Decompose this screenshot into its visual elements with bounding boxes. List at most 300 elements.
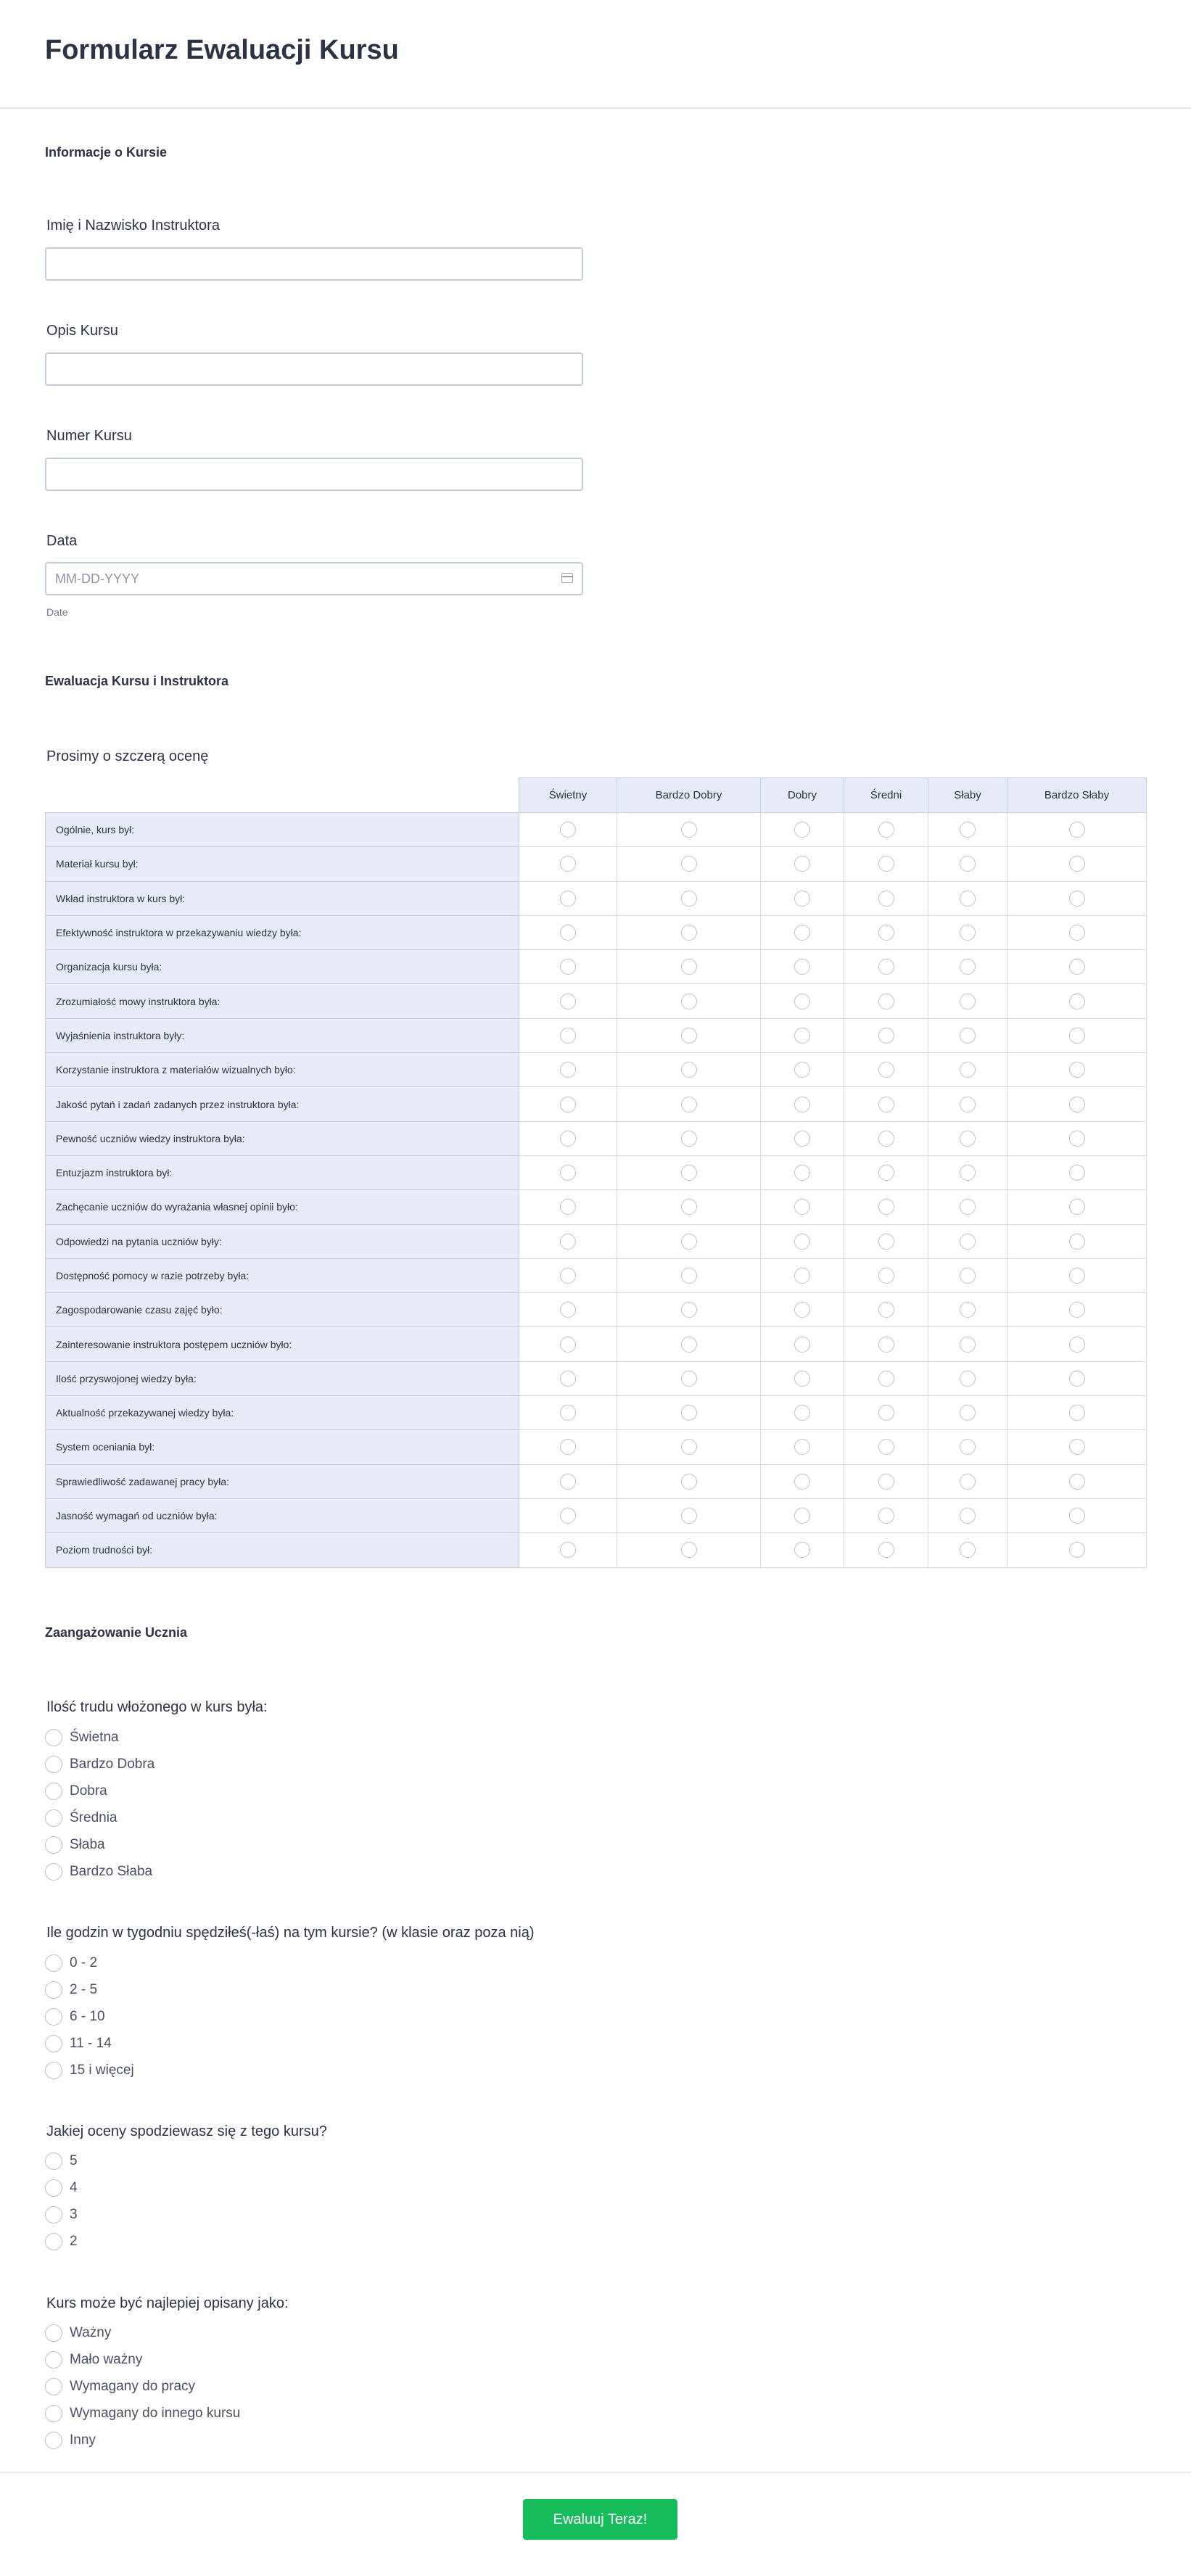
radio-button[interactable] bbox=[45, 1954, 62, 1972]
radio-option[interactable] bbox=[45, 2377, 195, 2396]
matrix-radio-button[interactable] bbox=[1069, 1131, 1085, 1147]
matrix-cell[interactable] bbox=[1007, 1053, 1147, 1087]
matrix-cell[interactable] bbox=[1007, 1327, 1147, 1361]
matrix-cell[interactable] bbox=[928, 1087, 1007, 1121]
matrix-radio-button[interactable] bbox=[794, 1165, 810, 1181]
matrix-cell[interactable] bbox=[1007, 1464, 1147, 1498]
radio-button[interactable] bbox=[45, 1783, 62, 1800]
matrix-radio-button[interactable] bbox=[560, 1131, 576, 1147]
radio-button[interactable] bbox=[45, 2035, 62, 2052]
matrix-radio-button[interactable] bbox=[794, 1508, 810, 1524]
radio-option[interactable] bbox=[45, 1862, 152, 1881]
matrix-cell[interactable] bbox=[761, 1361, 844, 1395]
matrix-radio-button[interactable] bbox=[1069, 1165, 1085, 1181]
matrix-radio-button[interactable] bbox=[1069, 1302, 1085, 1318]
matrix-cell[interactable] bbox=[519, 1258, 617, 1292]
calendar-icon[interactable] bbox=[561, 573, 573, 583]
matrix-cell[interactable] bbox=[519, 1430, 617, 1464]
matrix-cell[interactable] bbox=[761, 1190, 844, 1224]
radio-option[interactable] bbox=[45, 2007, 105, 2026]
matrix-radio-button[interactable] bbox=[960, 1405, 976, 1421]
matrix-cell[interactable] bbox=[1007, 1430, 1147, 1464]
matrix-cell[interactable] bbox=[617, 1396, 761, 1430]
matrix-cell[interactable] bbox=[1007, 1121, 1147, 1155]
matrix-cell[interactable] bbox=[617, 1155, 761, 1189]
matrix-cell[interactable] bbox=[761, 1258, 844, 1292]
matrix-radio-button[interactable] bbox=[1069, 1062, 1085, 1078]
radio-option[interactable] bbox=[45, 1809, 118, 1828]
matrix-cell[interactable] bbox=[617, 1293, 761, 1327]
matrix-radio-button[interactable] bbox=[794, 1337, 810, 1353]
matrix-radio-button[interactable] bbox=[794, 1302, 810, 1318]
matrix-cell[interactable] bbox=[928, 1327, 1007, 1361]
matrix-cell[interactable] bbox=[1007, 1155, 1147, 1189]
matrix-radio-button[interactable] bbox=[878, 891, 894, 907]
radio-option[interactable] bbox=[45, 1728, 119, 1747]
matrix-radio-button[interactable] bbox=[560, 1337, 576, 1353]
radio-option[interactable] bbox=[45, 1954, 97, 1973]
matrix-cell[interactable] bbox=[761, 950, 844, 984]
matrix-radio-button[interactable] bbox=[960, 1131, 976, 1147]
matrix-radio-button[interactable] bbox=[560, 822, 576, 838]
matrix-radio-button[interactable] bbox=[681, 1542, 697, 1558]
matrix-cell[interactable] bbox=[519, 1224, 617, 1258]
matrix-cell[interactable] bbox=[617, 1361, 761, 1395]
matrix-radio-button[interactable] bbox=[960, 822, 976, 838]
matrix-cell[interactable] bbox=[844, 881, 928, 915]
matrix-radio-button[interactable] bbox=[960, 1028, 976, 1044]
matrix-cell[interactable] bbox=[1007, 881, 1147, 915]
matrix-cell[interactable] bbox=[519, 915, 617, 949]
radio-option[interactable] bbox=[45, 2324, 111, 2342]
matrix-radio-button[interactable] bbox=[878, 1028, 894, 1044]
matrix-radio-button[interactable] bbox=[1069, 1405, 1085, 1421]
matrix-radio-button[interactable] bbox=[1069, 1508, 1085, 1524]
matrix-cell[interactable] bbox=[617, 950, 761, 984]
matrix-radio-button[interactable] bbox=[960, 1199, 976, 1215]
radio-option[interactable] bbox=[45, 2404, 240, 2423]
matrix-cell[interactable] bbox=[1007, 1293, 1147, 1327]
matrix-radio-button[interactable] bbox=[960, 1234, 976, 1250]
matrix-cell[interactable] bbox=[844, 1190, 928, 1224]
matrix-radio-button[interactable] bbox=[878, 1337, 894, 1353]
radio-option[interactable] bbox=[45, 1836, 105, 1854]
matrix-cell[interactable] bbox=[761, 1533, 844, 1567]
matrix-cell[interactable] bbox=[519, 1087, 617, 1121]
radio-option[interactable] bbox=[45, 2431, 96, 2450]
matrix-radio-button[interactable] bbox=[960, 856, 976, 872]
matrix-radio-button[interactable] bbox=[1069, 1268, 1085, 1284]
radio-button[interactable] bbox=[45, 1729, 62, 1746]
matrix-radio-button[interactable] bbox=[794, 1405, 810, 1421]
matrix-cell[interactable] bbox=[761, 1018, 844, 1052]
matrix-cell[interactable] bbox=[519, 847, 617, 881]
radio-button[interactable] bbox=[45, 1863, 62, 1881]
matrix-radio-button[interactable] bbox=[681, 1405, 697, 1421]
matrix-cell[interactable] bbox=[928, 1121, 1007, 1155]
matrix-cell[interactable] bbox=[617, 1190, 761, 1224]
matrix-cell[interactable] bbox=[519, 813, 617, 847]
matrix-cell[interactable] bbox=[1007, 813, 1147, 847]
matrix-cell[interactable] bbox=[1007, 1258, 1147, 1292]
radio-option[interactable] bbox=[45, 2152, 78, 2171]
matrix-radio-button[interactable] bbox=[878, 959, 894, 975]
matrix-radio-button[interactable] bbox=[878, 994, 894, 1010]
matrix-cell[interactable] bbox=[928, 1190, 1007, 1224]
matrix-cell[interactable] bbox=[928, 1430, 1007, 1464]
matrix-radio-button[interactable] bbox=[1069, 822, 1085, 838]
matrix-cell[interactable] bbox=[519, 1498, 617, 1532]
radio-button[interactable] bbox=[45, 2152, 62, 2170]
matrix-cell[interactable] bbox=[1007, 1087, 1147, 1121]
matrix-cell[interactable] bbox=[1007, 915, 1147, 949]
matrix-cell[interactable] bbox=[844, 1498, 928, 1532]
matrix-cell[interactable] bbox=[519, 1396, 617, 1430]
matrix-radio-button[interactable] bbox=[681, 1165, 697, 1181]
matrix-cell[interactable] bbox=[844, 1293, 928, 1327]
matrix-cell[interactable] bbox=[617, 1121, 761, 1155]
matrix-cell[interactable] bbox=[617, 1053, 761, 1087]
matrix-cell[interactable] bbox=[761, 1498, 844, 1532]
matrix-cell[interactable] bbox=[928, 1018, 1007, 1052]
matrix-cell[interactable] bbox=[519, 1190, 617, 1224]
radio-option[interactable] bbox=[45, 2034, 112, 2053]
matrix-radio-button[interactable] bbox=[878, 1405, 894, 1421]
matrix-radio-button[interactable] bbox=[1069, 1542, 1085, 1558]
matrix-cell[interactable] bbox=[761, 1464, 844, 1498]
radio-button[interactable] bbox=[45, 1756, 62, 1773]
matrix-radio-button[interactable] bbox=[794, 1131, 810, 1147]
matrix-cell[interactable] bbox=[928, 881, 1007, 915]
matrix-cell[interactable] bbox=[844, 1396, 928, 1430]
matrix-radio-button[interactable] bbox=[560, 1405, 576, 1421]
matrix-cell[interactable] bbox=[844, 915, 928, 949]
matrix-cell[interactable] bbox=[519, 950, 617, 984]
matrix-cell[interactable] bbox=[1007, 1224, 1147, 1258]
matrix-cell[interactable] bbox=[519, 1464, 617, 1498]
matrix-cell[interactable] bbox=[761, 1155, 844, 1189]
matrix-radio-button[interactable] bbox=[960, 925, 976, 941]
matrix-radio-button[interactable] bbox=[560, 1508, 576, 1524]
matrix-radio-button[interactable] bbox=[681, 1199, 697, 1215]
radio-option[interactable] bbox=[45, 1782, 107, 1801]
matrix-radio-button[interactable] bbox=[794, 856, 810, 872]
instructor-name-input[interactable] bbox=[45, 247, 583, 281]
matrix-cell[interactable] bbox=[761, 1121, 844, 1155]
matrix-radio-button[interactable] bbox=[681, 822, 697, 838]
matrix-radio-button[interactable] bbox=[560, 1302, 576, 1318]
radio-button[interactable] bbox=[45, 1836, 62, 1854]
matrix-cell[interactable] bbox=[617, 1533, 761, 1567]
radio-button[interactable] bbox=[45, 2008, 62, 2026]
matrix-radio-button[interactable] bbox=[681, 1302, 697, 1318]
matrix-radio-button[interactable] bbox=[794, 891, 810, 907]
matrix-radio-button[interactable] bbox=[960, 1542, 976, 1558]
matrix-cell[interactable] bbox=[761, 847, 844, 881]
matrix-cell[interactable] bbox=[1007, 847, 1147, 881]
matrix-cell[interactable] bbox=[617, 1430, 761, 1464]
matrix-radio-button[interactable] bbox=[560, 925, 576, 941]
matrix-radio-button[interactable] bbox=[560, 856, 576, 872]
matrix-radio-button[interactable] bbox=[960, 1337, 976, 1353]
matrix-radio-button[interactable] bbox=[960, 994, 976, 1010]
radio-option[interactable] bbox=[45, 2350, 142, 2369]
matrix-cell[interactable] bbox=[1007, 950, 1147, 984]
matrix-radio-button[interactable] bbox=[960, 1508, 976, 1524]
matrix-cell[interactable] bbox=[761, 813, 844, 847]
matrix-cell[interactable] bbox=[928, 1053, 1007, 1087]
matrix-radio-button[interactable] bbox=[794, 925, 810, 941]
matrix-radio-button[interactable] bbox=[1069, 1199, 1085, 1215]
matrix-radio-button[interactable] bbox=[960, 1062, 976, 1078]
matrix-cell[interactable] bbox=[519, 1018, 617, 1052]
matrix-radio-button[interactable] bbox=[560, 1371, 576, 1387]
radio-button[interactable] bbox=[45, 2179, 62, 2197]
matrix-cell[interactable] bbox=[519, 1327, 617, 1361]
matrix-radio-button[interactable] bbox=[681, 1097, 697, 1112]
matrix-radio-button[interactable] bbox=[878, 1062, 894, 1078]
matrix-cell[interactable] bbox=[844, 984, 928, 1018]
matrix-radio-button[interactable] bbox=[794, 1474, 810, 1490]
matrix-radio-button[interactable] bbox=[960, 1165, 976, 1181]
matrix-radio-button[interactable] bbox=[1069, 994, 1085, 1010]
matrix-radio-button[interactable] bbox=[878, 1439, 894, 1455]
matrix-cell[interactable] bbox=[844, 1053, 928, 1087]
matrix-radio-button[interactable] bbox=[681, 1474, 697, 1490]
matrix-radio-button[interactable] bbox=[560, 1028, 576, 1044]
matrix-cell[interactable] bbox=[761, 881, 844, 915]
radio-option[interactable] bbox=[45, 1981, 97, 1999]
matrix-radio-button[interactable] bbox=[878, 1302, 894, 1318]
matrix-cell[interactable] bbox=[844, 1155, 928, 1189]
matrix-cell[interactable] bbox=[617, 1018, 761, 1052]
matrix-radio-button[interactable] bbox=[878, 1371, 894, 1387]
matrix-radio-button[interactable] bbox=[681, 1371, 697, 1387]
matrix-cell[interactable] bbox=[519, 984, 617, 1018]
matrix-radio-button[interactable] bbox=[878, 1268, 894, 1284]
matrix-radio-button[interactable] bbox=[681, 959, 697, 975]
matrix-radio-button[interactable] bbox=[681, 1337, 697, 1353]
matrix-cell[interactable] bbox=[617, 1464, 761, 1498]
matrix-radio-button[interactable] bbox=[1069, 1097, 1085, 1112]
matrix-radio-button[interactable] bbox=[878, 1508, 894, 1524]
matrix-cell[interactable] bbox=[519, 1121, 617, 1155]
matrix-cell[interactable] bbox=[761, 1053, 844, 1087]
matrix-radio-button[interactable] bbox=[560, 1062, 576, 1078]
matrix-radio-button[interactable] bbox=[1069, 1028, 1085, 1044]
course-description-input[interactable] bbox=[45, 352, 583, 386]
matrix-radio-button[interactable] bbox=[681, 1508, 697, 1524]
matrix-cell[interactable] bbox=[844, 1224, 928, 1258]
matrix-radio-button[interactable] bbox=[878, 1234, 894, 1250]
matrix-cell[interactable] bbox=[928, 1155, 1007, 1189]
matrix-cell[interactable] bbox=[761, 1224, 844, 1258]
matrix-cell[interactable] bbox=[844, 1121, 928, 1155]
matrix-radio-button[interactable] bbox=[878, 1474, 894, 1490]
matrix-cell[interactable] bbox=[928, 1258, 1007, 1292]
matrix-cell[interactable] bbox=[844, 950, 928, 984]
matrix-radio-button[interactable] bbox=[960, 1302, 976, 1318]
matrix-cell[interactable] bbox=[844, 1464, 928, 1498]
radio-option[interactable] bbox=[45, 1755, 154, 1774]
matrix-radio-button[interactable] bbox=[681, 891, 697, 907]
matrix-cell[interactable] bbox=[519, 881, 617, 915]
matrix-cell[interactable] bbox=[1007, 1018, 1147, 1052]
matrix-radio-button[interactable] bbox=[794, 959, 810, 975]
radio-button[interactable] bbox=[45, 2405, 62, 2422]
matrix-radio-button[interactable] bbox=[794, 1439, 810, 1455]
matrix-radio-button[interactable] bbox=[560, 1165, 576, 1181]
matrix-radio-button[interactable] bbox=[560, 994, 576, 1010]
matrix-cell[interactable] bbox=[928, 1293, 1007, 1327]
matrix-cell[interactable] bbox=[761, 984, 844, 1018]
matrix-cell[interactable] bbox=[928, 1533, 1007, 1567]
radio-button[interactable] bbox=[45, 2378, 62, 2395]
matrix-radio-button[interactable] bbox=[681, 994, 697, 1010]
matrix-cell[interactable] bbox=[519, 1533, 617, 1567]
matrix-cell[interactable] bbox=[1007, 1361, 1147, 1395]
matrix-radio-button[interactable] bbox=[1069, 856, 1085, 872]
matrix-radio-button[interactable] bbox=[878, 1131, 894, 1147]
matrix-cell[interactable] bbox=[519, 1155, 617, 1189]
matrix-radio-button[interactable] bbox=[681, 1234, 697, 1250]
matrix-radio-button[interactable] bbox=[960, 1097, 976, 1112]
matrix-radio-button[interactable] bbox=[1069, 925, 1085, 941]
matrix-cell[interactable] bbox=[928, 950, 1007, 984]
matrix-cell[interactable] bbox=[844, 847, 928, 881]
matrix-cell[interactable] bbox=[761, 1087, 844, 1121]
matrix-cell[interactable] bbox=[844, 813, 928, 847]
matrix-radio-button[interactable] bbox=[1069, 891, 1085, 907]
matrix-radio-button[interactable] bbox=[681, 1268, 697, 1284]
matrix-cell[interactable] bbox=[617, 881, 761, 915]
matrix-cell[interactable] bbox=[617, 1258, 761, 1292]
matrix-radio-button[interactable] bbox=[960, 1474, 976, 1490]
radio-option[interactable] bbox=[45, 2205, 78, 2224]
matrix-cell[interactable] bbox=[844, 1327, 928, 1361]
matrix-cell[interactable] bbox=[761, 1327, 844, 1361]
matrix-cell[interactable] bbox=[617, 847, 761, 881]
matrix-radio-button[interactable] bbox=[878, 1542, 894, 1558]
date-input[interactable] bbox=[45, 562, 583, 595]
matrix-radio-button[interactable] bbox=[794, 1542, 810, 1558]
matrix-radio-button[interactable] bbox=[794, 1268, 810, 1284]
radio-button[interactable] bbox=[45, 1809, 62, 1827]
matrix-radio-button[interactable] bbox=[878, 1199, 894, 1215]
matrix-cell[interactable] bbox=[844, 1430, 928, 1464]
matrix-cell[interactable] bbox=[844, 1361, 928, 1395]
matrix-radio-button[interactable] bbox=[560, 1439, 576, 1455]
matrix-cell[interactable] bbox=[844, 1087, 928, 1121]
matrix-radio-button[interactable] bbox=[1069, 1337, 1085, 1353]
matrix-radio-button[interactable] bbox=[560, 1474, 576, 1490]
matrix-radio-button[interactable] bbox=[560, 1097, 576, 1112]
matrix-radio-button[interactable] bbox=[878, 822, 894, 838]
radio-option[interactable] bbox=[45, 2061, 134, 2080]
matrix-cell[interactable] bbox=[519, 1053, 617, 1087]
matrix-radio-button[interactable] bbox=[560, 1542, 576, 1558]
matrix-cell[interactable] bbox=[617, 984, 761, 1018]
matrix-cell[interactable] bbox=[928, 1464, 1007, 1498]
matrix-radio-button[interactable] bbox=[560, 1234, 576, 1250]
matrix-radio-button[interactable] bbox=[794, 1371, 810, 1387]
matrix-radio-button[interactable] bbox=[681, 1028, 697, 1044]
matrix-cell[interactable] bbox=[1007, 1533, 1147, 1567]
matrix-cell[interactable] bbox=[1007, 1396, 1147, 1430]
matrix-cell[interactable] bbox=[928, 984, 1007, 1018]
matrix-radio-button[interactable] bbox=[960, 1268, 976, 1284]
matrix-cell[interactable] bbox=[617, 1498, 761, 1532]
matrix-cell[interactable] bbox=[844, 1533, 928, 1567]
radio-button[interactable] bbox=[45, 2062, 62, 2079]
matrix-radio-button[interactable] bbox=[878, 856, 894, 872]
radio-button[interactable] bbox=[45, 2206, 62, 2224]
matrix-cell[interactable] bbox=[761, 915, 844, 949]
matrix-cell[interactable] bbox=[928, 813, 1007, 847]
matrix-cell[interactable] bbox=[617, 915, 761, 949]
matrix-radio-button[interactable] bbox=[878, 1165, 894, 1181]
matrix-radio-button[interactable] bbox=[1069, 1371, 1085, 1387]
matrix-cell[interactable] bbox=[928, 1361, 1007, 1395]
matrix-radio-button[interactable] bbox=[681, 1062, 697, 1078]
matrix-cell[interactable] bbox=[761, 1396, 844, 1430]
matrix-cell[interactable] bbox=[1007, 1498, 1147, 1532]
matrix-cell[interactable] bbox=[617, 1327, 761, 1361]
matrix-radio-button[interactable] bbox=[1069, 1439, 1085, 1455]
matrix-radio-button[interactable] bbox=[681, 1439, 697, 1455]
matrix-radio-button[interactable] bbox=[681, 925, 697, 941]
matrix-radio-button[interactable] bbox=[1069, 959, 1085, 975]
matrix-radio-button[interactable] bbox=[960, 959, 976, 975]
radio-button[interactable] bbox=[45, 2432, 62, 2449]
matrix-radio-button[interactable] bbox=[1069, 1474, 1085, 1490]
radio-option[interactable] bbox=[45, 2232, 78, 2251]
matrix-radio-button[interactable] bbox=[794, 1028, 810, 1044]
matrix-radio-button[interactable] bbox=[794, 1234, 810, 1250]
matrix-radio-button[interactable] bbox=[560, 891, 576, 907]
matrix-radio-button[interactable] bbox=[681, 1131, 697, 1147]
matrix-radio-button[interactable] bbox=[794, 1062, 810, 1078]
matrix-radio-button[interactable] bbox=[794, 994, 810, 1010]
matrix-radio-button[interactable] bbox=[794, 1199, 810, 1215]
matrix-radio-button[interactable] bbox=[878, 925, 894, 941]
matrix-cell[interactable] bbox=[928, 1396, 1007, 1430]
matrix-radio-button[interactable] bbox=[560, 1268, 576, 1284]
matrix-cell[interactable] bbox=[928, 915, 1007, 949]
matrix-cell[interactable] bbox=[519, 1361, 617, 1395]
submit-button[interactable]: Ewaluuj Teraz! bbox=[523, 2499, 677, 2540]
matrix-cell[interactable] bbox=[617, 1087, 761, 1121]
matrix-cell[interactable] bbox=[928, 1224, 1007, 1258]
matrix-cell[interactable] bbox=[928, 847, 1007, 881]
matrix-cell[interactable] bbox=[1007, 1190, 1147, 1224]
matrix-cell[interactable] bbox=[844, 1258, 928, 1292]
matrix-radio-button[interactable] bbox=[960, 1439, 976, 1455]
matrix-radio-button[interactable] bbox=[878, 1097, 894, 1112]
matrix-cell[interactable] bbox=[928, 1498, 1007, 1532]
matrix-cell[interactable] bbox=[519, 1293, 617, 1327]
radio-button[interactable] bbox=[45, 2324, 62, 2342]
matrix-cell[interactable] bbox=[1007, 984, 1147, 1018]
matrix-radio-button[interactable] bbox=[794, 822, 810, 838]
matrix-cell[interactable] bbox=[844, 1018, 928, 1052]
matrix-radio-button[interactable] bbox=[560, 959, 576, 975]
matrix-radio-button[interactable] bbox=[681, 856, 697, 872]
matrix-cell[interactable] bbox=[617, 813, 761, 847]
radio-option[interactable] bbox=[45, 2179, 78, 2197]
matrix-radio-button[interactable] bbox=[560, 1199, 576, 1215]
matrix-radio-button[interactable] bbox=[1069, 1234, 1085, 1250]
